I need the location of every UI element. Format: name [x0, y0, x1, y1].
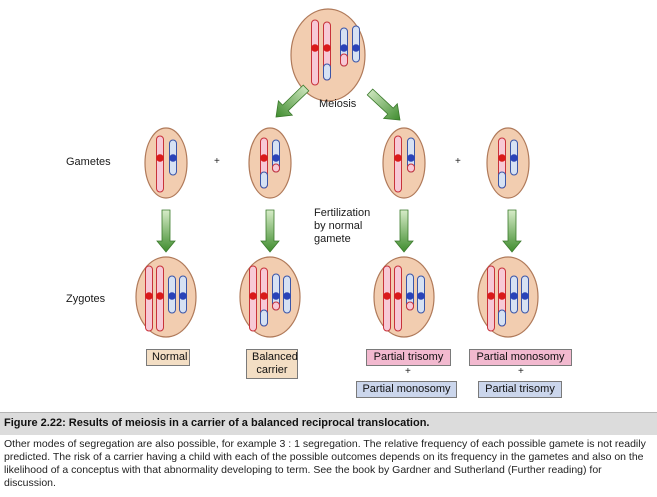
centromere [521, 292, 529, 300]
gamete1-red [156, 136, 164, 192]
zygote-normal-chrom-1 [145, 266, 153, 331]
cell-membrane [145, 128, 187, 198]
centromere [260, 292, 268, 300]
translocated-segment [341, 54, 348, 66]
gamete-normal [145, 128, 187, 198]
gamete1-blue [169, 140, 177, 175]
meiosis-arrow-right [367, 89, 400, 120]
centromere [383, 292, 391, 300]
cell-membrane [487, 128, 529, 198]
zygote-trisomy-chrom-2 [394, 266, 402, 331]
arrow-shape [395, 210, 413, 252]
translocated-segment [273, 164, 280, 172]
outcome-partial-monosomy: Partial monosomy [469, 349, 572, 366]
meiosis-arrow-left [276, 85, 309, 117]
chromosome-body [395, 136, 402, 192]
zygote-trisomy-chrom-3 [406, 274, 414, 310]
gamete3-blue-translocated [407, 138, 415, 172]
centromere [169, 154, 177, 162]
fertilization-line-1: Fertilization [314, 207, 371, 219]
translocated-segment [324, 64, 331, 80]
centromere [394, 292, 402, 300]
cell-membrane [383, 128, 425, 198]
zygote-monosomy-chrom-3 [510, 276, 518, 313]
zygote-monosomy [478, 257, 538, 337]
zygote-trisomy [374, 257, 434, 337]
zygote-balanced-chrom-4 [283, 276, 291, 313]
gamete-balanced [249, 128, 291, 198]
balanced-line-2: carrier [256, 364, 288, 376]
figure-caption-body: Other modes of segregation are also possible, for example 3 : 1 segregation. The relative frequency of each possible gamete is not readily predicted. The risk of a carrier having a child with each of the possible outcomes depends on its frequency in the gametes and also on the likelihood of a conceptus with that abnormality developing to term. See the book by Gardner and Sutherland (Further reading) for discussion. [4, 438, 646, 489]
centromere [407, 154, 415, 162]
fertilization-label [314, 207, 370, 246]
fertilization-line-3: gamete [314, 233, 351, 245]
gamete4-blue [510, 140, 518, 175]
zygote-normal-chrom-4 [179, 276, 187, 313]
chromosome-body [353, 26, 360, 62]
centromere [260, 154, 268, 162]
plus-sign-trisomy: + [405, 366, 411, 377]
balanced-line-1: Balanced [252, 351, 298, 363]
gamete4-red-translocated [498, 138, 506, 188]
zygote-normal [136, 257, 196, 337]
centromere [510, 154, 518, 162]
arrow-shape [367, 89, 400, 120]
fertilization-arrow-1 [157, 210, 175, 252]
translocated-segment [408, 164, 415, 172]
translocated-segment [261, 172, 268, 188]
parent-blue-translocated [340, 28, 348, 66]
centromere [283, 292, 291, 300]
centromere [340, 44, 348, 52]
zygote-normal-chrom-2 [156, 266, 164, 331]
fertilization-arrow-3 [395, 210, 413, 252]
translocated-segment [261, 310, 268, 326]
outcome-partial-trisomy-secondary: Partial trisomy [478, 381, 562, 398]
zygote-normal-chrom-3 [168, 276, 176, 313]
outcome-partial-monosomy-secondary: Partial monosomy [356, 381, 457, 398]
parent-blue-normal [352, 26, 360, 62]
centromere [156, 292, 164, 300]
centromere [179, 292, 187, 300]
translocated-segment [499, 310, 506, 326]
chromosome-body [157, 136, 164, 192]
centromere [417, 292, 425, 300]
centromere [498, 154, 506, 162]
centromere [323, 44, 331, 52]
centromere [394, 154, 402, 162]
gamete3-red [394, 136, 402, 192]
arrow-shape [261, 210, 279, 252]
zygote-trisomy-chrom-1 [383, 266, 391, 331]
zygote-balanced-chrom-1 [249, 266, 257, 331]
gametes-label: Gametes [66, 156, 111, 168]
translocated-segment [407, 302, 414, 310]
centromere [498, 292, 506, 300]
zygote-trisomy-chrom-4 [417, 276, 425, 313]
outcome-balanced-carrier [246, 349, 298, 379]
centromere [311, 44, 319, 52]
zygote-monosomy-chrom-4 [521, 276, 529, 313]
centromere [352, 44, 360, 52]
zygote-monosomy-chrom-1 [487, 266, 495, 331]
arrow-shape [276, 85, 309, 117]
parent-red-translocated [323, 22, 331, 80]
centromere [272, 292, 280, 300]
centromere [145, 292, 153, 300]
translocated-segment [273, 302, 280, 310]
outcome-normal: Normal [146, 349, 190, 366]
zygote-balanced-chrom-3 [272, 274, 280, 310]
cell-membrane [249, 128, 291, 198]
fertilization-arrow-2 [261, 210, 279, 252]
zygote-monosomy-chrom-2 [498, 268, 506, 326]
centromere [156, 154, 164, 162]
fertilization-arrow-4 [503, 210, 521, 252]
gamete2-blue-translocated [272, 140, 280, 172]
fertilization-line-2: by normal [314, 220, 363, 232]
outcome-partial-trisomy: Partial trisomy [366, 349, 451, 366]
plus-sign-monosomy: + [518, 366, 524, 377]
translocated-segment [499, 172, 506, 188]
zygote-balanced [240, 257, 300, 337]
meiosis-label: Meiosis [319, 98, 357, 110]
arrow-shape [157, 210, 175, 252]
centromere [510, 292, 518, 300]
gamete-unbalanced-2 [487, 128, 529, 198]
parent-red-normal [311, 20, 319, 85]
arrow-shape [503, 210, 521, 252]
plus-sign-right: + [455, 156, 461, 167]
zygotes-label: Zygotes [66, 293, 106, 305]
centromere [168, 292, 176, 300]
gamete2-red-translocated [260, 138, 268, 188]
centromere [249, 292, 257, 300]
figure-caption-title: Figure 2.22: Results of meiosis in a carrier of a balanced reciprocal translocation. [4, 417, 430, 429]
figure-caption-bar [0, 412, 657, 435]
centromere [406, 292, 414, 300]
chromosome-body [312, 20, 319, 85]
centromere [272, 154, 280, 162]
centromere [487, 292, 495, 300]
plus-sign-left: + [214, 156, 220, 167]
gamete-unbalanced-1 [383, 128, 425, 198]
zygote-balanced-chrom-2 [260, 268, 268, 326]
